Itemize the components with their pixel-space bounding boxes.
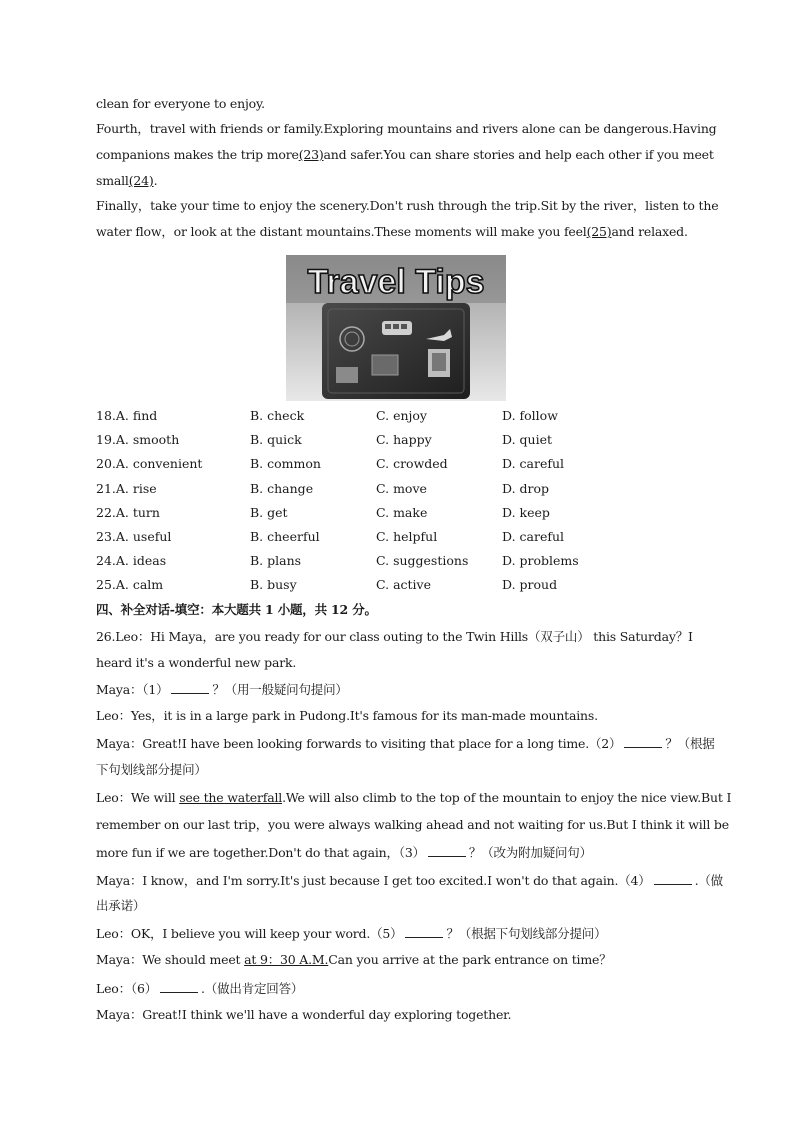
option-b: B. cheerful xyxy=(250,529,320,544)
passage-line: Fourth，travel with friends or family.Exploring mountains and rivers alone can be dangerous.Having xyxy=(96,121,717,136)
dialogue-text: Can you arrive at the park entrance on time？ xyxy=(328,952,612,967)
dialogue-line xyxy=(96,952,611,968)
dialogue-text: Leo：We will xyxy=(96,790,180,805)
dialogue-text: .（做 xyxy=(694,873,723,888)
dialogue-text: .We will also climb to the top of the mountain to enjoy the nice view.But I xyxy=(282,790,732,805)
dialogue-line xyxy=(96,925,606,942)
dialogue-line xyxy=(96,681,348,698)
dialogue-line xyxy=(96,872,723,889)
option-b: B. common xyxy=(250,456,321,471)
dialogue-line xyxy=(96,790,731,806)
passage-text: and safer.You can share stories and help each other if you meet xyxy=(323,147,714,162)
blank-24: (24) xyxy=(128,173,154,188)
option-a: 22.A. turn xyxy=(96,505,160,520)
option-d: D. problems xyxy=(502,553,579,568)
dialogue-line: remember on our last trip，you were always walking ahead and not waiting for us.But I think it will be xyxy=(96,817,729,832)
passage-line xyxy=(96,173,157,189)
option-d: D. proud xyxy=(502,577,558,592)
dialogue-line: Leo：Yes，it is in a large park in Pudong.It's famous for its man-made mountains. xyxy=(96,708,598,723)
answer-blank-2[interactable] xyxy=(624,735,662,748)
option-c: C. make xyxy=(376,505,428,520)
blank-23: (23) xyxy=(298,147,324,162)
underlined-phrase: at 9：30 A.M. xyxy=(244,952,329,967)
option-b: B. plans xyxy=(250,553,302,568)
dialogue-line: 出承诺） xyxy=(96,898,146,913)
dialogue-text: more fun if we are together.Don't do that again，（3） xyxy=(96,845,425,860)
dialogue-text: Maya：Great!I have been looking forwards to visiting that place for a long time.（2） xyxy=(96,736,622,751)
option-c: C. helpful xyxy=(376,529,438,544)
dialogue-line xyxy=(96,844,592,861)
dialogue-line: 26.Leo：Hi Maya，are you ready for our class outing to the Twin Hills（双子山） this Saturday？I xyxy=(96,629,693,644)
blank-25: (25) xyxy=(586,224,612,239)
answer-blank-6[interactable] xyxy=(160,980,198,993)
dialogue-text: Maya：（1） xyxy=(96,682,169,697)
dialogue-text: Leo：OK，I believe you will keep your word.（5） xyxy=(96,926,403,941)
image-title: Travel Tips xyxy=(307,263,485,301)
passage-text: and relaxed. xyxy=(611,224,688,239)
passage-text: . xyxy=(153,173,158,188)
option-a: 19.A. smooth xyxy=(96,432,180,447)
passage-text: water flow，or look at the distant mountains.These moments will make you feel xyxy=(96,224,587,239)
option-d: D. careful xyxy=(502,456,565,471)
option-b: B. get xyxy=(250,505,288,520)
underlined-phrase: see the waterfall xyxy=(179,790,283,805)
option-c: C. move xyxy=(376,481,427,496)
answer-blank-5[interactable] xyxy=(405,925,443,938)
passage-line: Finally，take your time to enjoy the scenery.Don't rush through the trip.Sit by the river，listen to the xyxy=(96,198,719,213)
dialogue-line: heard it's a wonderful new park. xyxy=(96,655,297,670)
dialogue-text: ？（用一般疑问句提问） xyxy=(212,682,348,697)
answer-blank-4[interactable] xyxy=(654,872,692,885)
dialogue-text: Maya：We should meet xyxy=(96,952,245,967)
option-d: D. careful xyxy=(502,529,565,544)
option-b: B. check xyxy=(250,408,305,423)
option-a: 25.A. calm xyxy=(96,577,164,592)
passage-line xyxy=(96,147,714,163)
option-a: 23.A. useful xyxy=(96,529,172,544)
option-d: D. drop xyxy=(502,481,550,496)
option-b: B. change xyxy=(250,481,314,496)
dialogue-text: Maya：I know，and I'm sorry.It's just because I get too excited.I won't do that again.（4） xyxy=(96,873,651,888)
option-a: 21.A. rise xyxy=(96,481,157,496)
passage-line xyxy=(96,224,688,240)
dialogue-line xyxy=(96,980,303,997)
answer-blank-1[interactable] xyxy=(171,681,209,694)
dialogue-text: Leo：（6） xyxy=(96,981,158,996)
option-b: B. busy xyxy=(250,577,297,592)
option-c: C. active xyxy=(376,577,431,592)
option-c: C. suggestions xyxy=(376,553,469,568)
passage-text: companions makes the trip more xyxy=(96,147,299,162)
dialogue-line: 下句划线部分提问） xyxy=(96,762,207,777)
passage-line: clean for everyone to enjoy. xyxy=(96,96,265,111)
dialogue-line: Maya：Great!I think we'll have a wonderful day exploring together. xyxy=(96,1007,512,1022)
option-a: 20.A. convenient xyxy=(96,456,203,471)
option-d: D. quiet xyxy=(502,432,552,447)
option-c: C. happy xyxy=(376,432,432,447)
option-a: 18.A. find xyxy=(96,408,158,423)
section-heading: 四、补全对话-填空：本大题共 1 小题，共 12 分。 xyxy=(96,602,377,617)
option-a: 24.A. ideas xyxy=(96,553,167,568)
option-c: C. crowded xyxy=(376,456,448,471)
dialogue-text: .（做出肯定回答） xyxy=(201,981,304,996)
option-d: D. keep xyxy=(502,505,550,520)
dialogue-line xyxy=(96,735,715,752)
travel-tips-image xyxy=(286,255,506,401)
option-c: C. enjoy xyxy=(376,408,427,423)
dialogue-text: ？（根据 xyxy=(665,736,715,751)
option-d: D. follow xyxy=(502,408,558,423)
dialogue-text: ？（改为附加疑问句） xyxy=(468,845,592,860)
option-b: B. quick xyxy=(250,432,302,447)
answer-blank-3[interactable] xyxy=(428,844,466,857)
dialogue-text: ？（根据下句划线部分提问） xyxy=(446,926,607,941)
passage-text: small xyxy=(96,173,129,188)
